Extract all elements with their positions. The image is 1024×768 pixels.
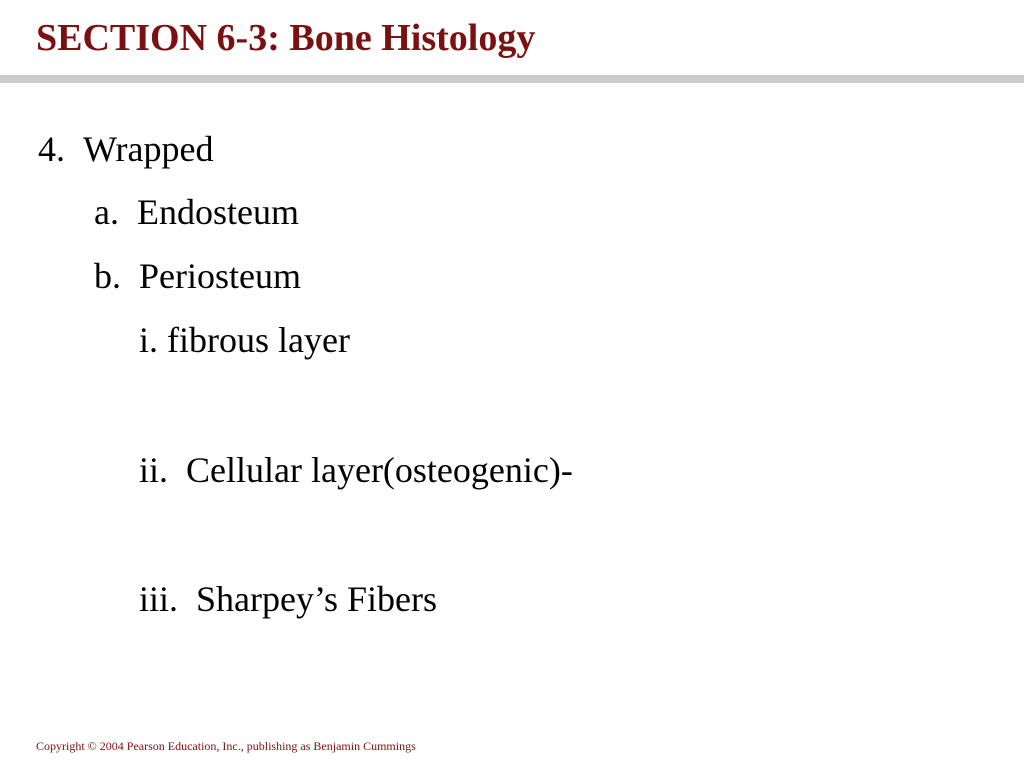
outline-text: Sharpey’s Fibers: [196, 579, 437, 619]
outline-text: Cellular layer(osteogenic)-: [186, 450, 573, 490]
outline-marker: iii.: [139, 579, 179, 619]
slide-title: SECTION 6-3: Bone Histology: [36, 17, 536, 59]
outline-marker: a.: [94, 192, 119, 232]
outline-item-ii: [139, 448, 573, 492]
outline-item-iii: [139, 577, 437, 621]
outline-item-a: [94, 190, 299, 234]
outline-item-i: [139, 318, 350, 362]
outline-text: fibrous layer: [167, 320, 350, 360]
outline-text: Periosteum: [139, 256, 301, 296]
title-divider: [0, 75, 1024, 83]
outline-text: Endosteum: [136, 192, 299, 232]
outline-item-4: [38, 127, 213, 171]
outline-marker: ii.: [139, 450, 169, 490]
copyright-footer: Copyright © 2004 Pearson Education, Inc., publishing as Benjamin Cummings: [36, 739, 416, 753]
outline-marker: 4.: [38, 129, 65, 169]
outline-marker: b.: [94, 256, 121, 296]
outline-marker: i.: [139, 320, 159, 360]
outline-text: Wrapped: [83, 129, 214, 169]
outline-item-b: [94, 254, 301, 298]
